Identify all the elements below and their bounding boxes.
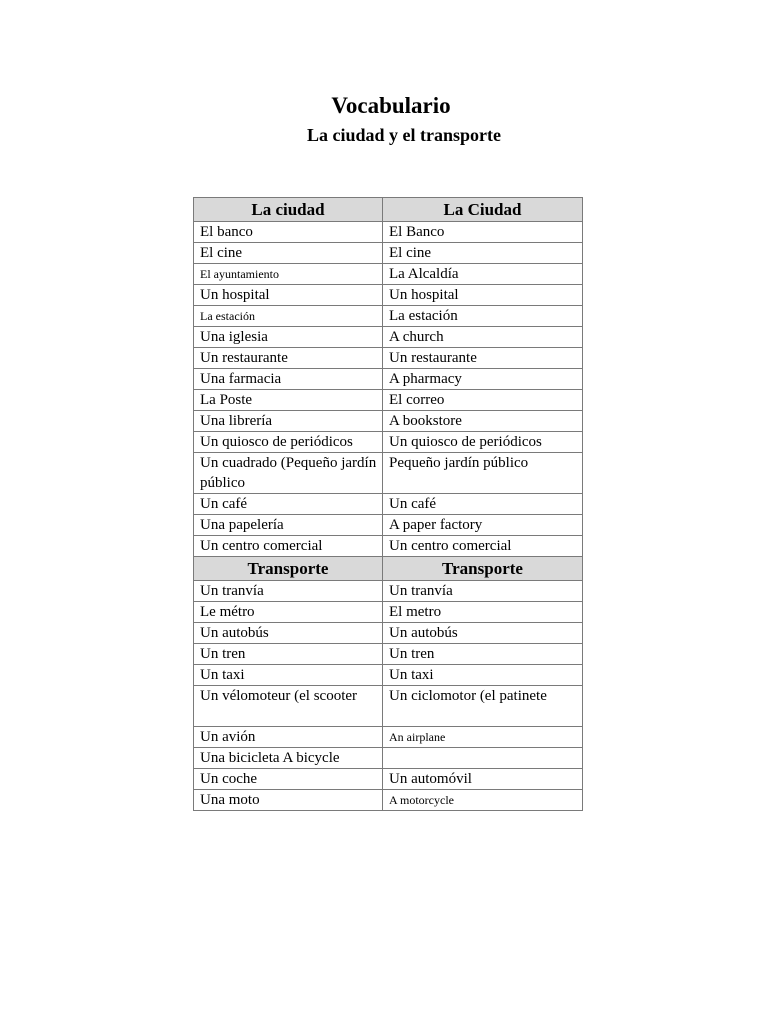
spanish-term: El banco xyxy=(194,222,383,243)
translation: El Banco xyxy=(383,222,583,243)
table-row xyxy=(194,515,583,536)
table-row xyxy=(194,536,583,557)
vocabulary-table xyxy=(193,197,583,811)
header-cell: La ciudad xyxy=(194,198,383,222)
spanish-term: Una moto xyxy=(194,790,383,811)
table-row xyxy=(194,369,583,390)
page-subtitle: La ciudad y el transporte xyxy=(306,125,501,145)
spanish-term: Un coche xyxy=(194,769,383,790)
spanish-term: La Poste xyxy=(194,390,383,411)
table-row xyxy=(194,453,583,494)
translation: Un quiosco de periódicos xyxy=(383,432,583,453)
spanish-term: Un centro comercial xyxy=(194,536,383,557)
translation: Un hospital xyxy=(383,285,583,306)
table-row xyxy=(194,222,583,243)
header-cell: Transporte xyxy=(194,557,383,581)
spanish-term: Un taxi xyxy=(194,665,383,686)
table-row xyxy=(194,327,583,348)
spanish-term: Un restaurante xyxy=(194,348,383,369)
spanish-term: El ayuntamiento xyxy=(194,264,383,285)
table-row xyxy=(194,432,583,453)
spanish-term: Un autobús xyxy=(194,623,383,644)
table-row xyxy=(194,264,583,285)
table-row xyxy=(194,644,583,665)
translation: Un tranvía xyxy=(383,581,583,602)
translation: Un restaurante xyxy=(383,348,583,369)
spanish-term: Un avión xyxy=(194,727,383,748)
translation: A bookstore xyxy=(383,411,583,432)
spanish-term: Un café xyxy=(194,494,383,515)
table-row xyxy=(194,665,583,686)
spanish-term: Un quiosco de periódicos xyxy=(194,432,383,453)
table-row xyxy=(194,581,583,602)
table-row xyxy=(194,769,583,790)
spanish-term: Un cuadrado (Pequeño jardín público xyxy=(194,453,383,494)
translation: A church xyxy=(383,327,583,348)
table-row xyxy=(194,790,583,811)
translation: Pequeño jardín público xyxy=(383,453,583,494)
header-cell: Transporte xyxy=(383,557,583,581)
spanish-term: Una bicicleta A bicycle xyxy=(194,748,383,769)
translation: Un taxi xyxy=(383,665,583,686)
table-row xyxy=(194,243,583,264)
table-row xyxy=(194,623,583,644)
header-cell: La Ciudad xyxy=(383,198,583,222)
translation xyxy=(383,748,583,769)
translation: El cine xyxy=(383,243,583,264)
translation: El correo xyxy=(383,390,583,411)
spanish-term: Una farmacia xyxy=(194,369,383,390)
spanish-term: Le métro xyxy=(194,602,383,623)
spanish-term: Un tranvía xyxy=(194,581,383,602)
table-row xyxy=(194,390,583,411)
translation: La estación xyxy=(383,306,583,327)
translation: A pharmacy xyxy=(383,369,583,390)
section-header-ciudad xyxy=(194,198,583,222)
spanish-term: Un tren xyxy=(194,644,383,665)
spanish-term: Una papelería xyxy=(194,515,383,536)
table-row xyxy=(194,285,583,306)
translation: Un autobús xyxy=(383,623,583,644)
translation: Un centro comercial xyxy=(383,536,583,557)
spanish-term: Una iglesia xyxy=(194,327,383,348)
translation: Un tren xyxy=(383,644,583,665)
translation: A motorcycle xyxy=(383,790,583,811)
spanish-term: Un hospital xyxy=(194,285,383,306)
table-row xyxy=(194,686,583,727)
spanish-term: El cine xyxy=(194,243,383,264)
table-row xyxy=(194,306,583,327)
translation: La Alcaldía xyxy=(383,264,583,285)
table-row xyxy=(194,411,583,432)
table-row xyxy=(194,494,583,515)
translation: An airplane xyxy=(383,727,583,748)
table-row xyxy=(194,602,583,623)
translation: Un automóvil xyxy=(383,769,583,790)
spanish-term: La estación xyxy=(194,306,383,327)
translation: Un café xyxy=(383,494,583,515)
translation: El metro xyxy=(383,602,583,623)
section-header-transporte xyxy=(194,557,583,581)
translation: A paper factory xyxy=(383,515,583,536)
translation: Un ciclomotor (el patinete xyxy=(383,686,583,727)
spanish-term: Una librería xyxy=(194,411,383,432)
table-row xyxy=(194,727,583,748)
page-title: Vocabulario xyxy=(331,93,451,118)
table-row xyxy=(194,348,583,369)
spanish-term: Un vélomoteur (el scooter xyxy=(194,686,383,727)
table-row xyxy=(194,748,583,769)
